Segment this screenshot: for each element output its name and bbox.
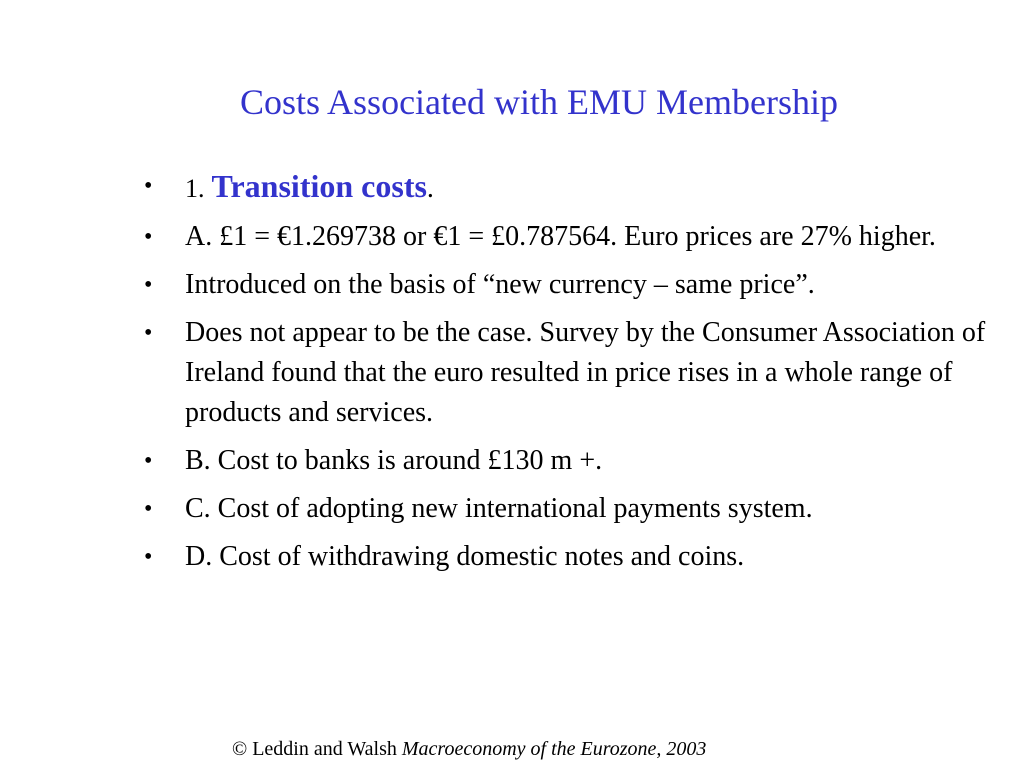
- bullet-text: A. £1 = €1.269738 or €1 = £0.787564. Euro prices are 27% higher.: [185, 221, 936, 252]
- bullet-text: B. Cost to banks is around £130 m +.: [185, 445, 603, 476]
- bullet-emphasis: Transition costs: [211, 168, 427, 204]
- bullet-dot-icon: •: [144, 496, 153, 522]
- bullet-text: C. Cost of adopting new international payments system.: [185, 493, 813, 524]
- footer-citation: [232, 735, 706, 763]
- bullet-text: Introduced on the basis of “new currency – same price”.: [185, 269, 815, 300]
- bullet-item: [144, 265, 1004, 305]
- bullet-item: [144, 537, 1004, 577]
- bullet-dot-icon: •: [144, 224, 153, 250]
- bullet-list: [144, 166, 1004, 585]
- bullet-item: [144, 441, 1004, 481]
- bullet-number: 1.: [185, 174, 205, 203]
- bullet-dot-icon: •: [144, 448, 153, 474]
- footer-credit: © Leddin and Walsh: [232, 738, 402, 760]
- bullet-item: [144, 166, 1004, 209]
- slide-title: Costs Associated with EMU Membership: [240, 82, 838, 122]
- bullet-dot-icon: •: [144, 272, 153, 298]
- footer-book-title: Macroeconomy of the Eurozone, 2003: [401, 738, 707, 760]
- bullet-item: [144, 489, 1004, 529]
- bullet-item: [144, 313, 1004, 433]
- bullet-dot-icon: •: [144, 544, 153, 570]
- bullet-text: D. Cost of withdrawing domestic notes and coins.: [185, 541, 745, 572]
- bullet-trailing: .: [426, 173, 434, 204]
- bullet-text: Does not appear to be the case. Survey by the Consumer Association of Ireland found that the euro resulted in price rises in a whole range of products and services.: [185, 317, 986, 428]
- bullet-item: [144, 217, 1004, 257]
- bullet-dot-icon: •: [144, 320, 153, 346]
- bullet-dot-icon: •: [144, 173, 153, 199]
